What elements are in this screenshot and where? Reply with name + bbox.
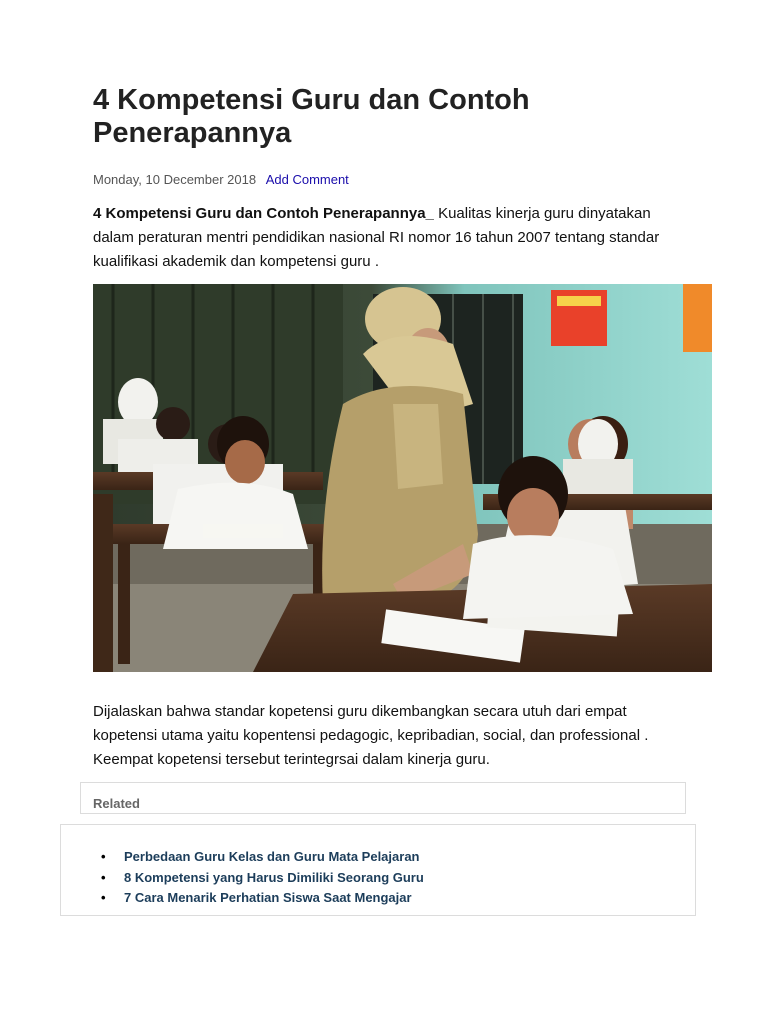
related-link-3[interactable]: 7 Cara Menarik Perhatian Siswa Saat Mengajar	[124, 890, 412, 905]
classroom-photo	[93, 284, 712, 672]
related-link-1[interactable]: Perbedaan Guru Kelas dan Guru Mata Pelajaran	[124, 849, 420, 864]
related-list	[101, 847, 424, 909]
body-paragraph: Dijalaskan bahwa standar kopetensi guru dikembangkan secara utuh dari empat kopetensi utama yaitu kopentensi pedagogic, kepribadian, social, dan professional . Keempat kopetensi tersebut terintegrsai dalam kinerja guru.	[93, 703, 649, 768]
article-title: 4 Kompetensi Guru dan Contoh Penerapannya	[93, 84, 530, 149]
post-meta	[93, 172, 349, 187]
related-list-box	[60, 824, 696, 916]
intro-paragraph	[93, 202, 693, 274]
post-date: Monday, 10 December 2018	[93, 172, 257, 187]
list-item	[101, 888, 424, 909]
related-heading: Related	[93, 796, 140, 811]
related-header-box	[80, 782, 686, 814]
intro-bold-text: 4 Kompetensi Guru dan Contoh Penerapannya_	[93, 205, 434, 222]
intro-text: Kualitas kinerja guru dinyatakan dalam peraturan mentri pendidikan nasional RI nomor 16 tahun 2007 tentang standar kualifikasi akademik dan kompetensi guru .	[93, 205, 660, 270]
list-item	[101, 847, 424, 868]
related-link-2[interactable]: 8 Kompetensi yang Harus Dimiliki Seorang Guru	[124, 869, 424, 885]
add-comment-link[interactable]: Add Comment	[265, 172, 349, 187]
list-item	[101, 868, 424, 889]
